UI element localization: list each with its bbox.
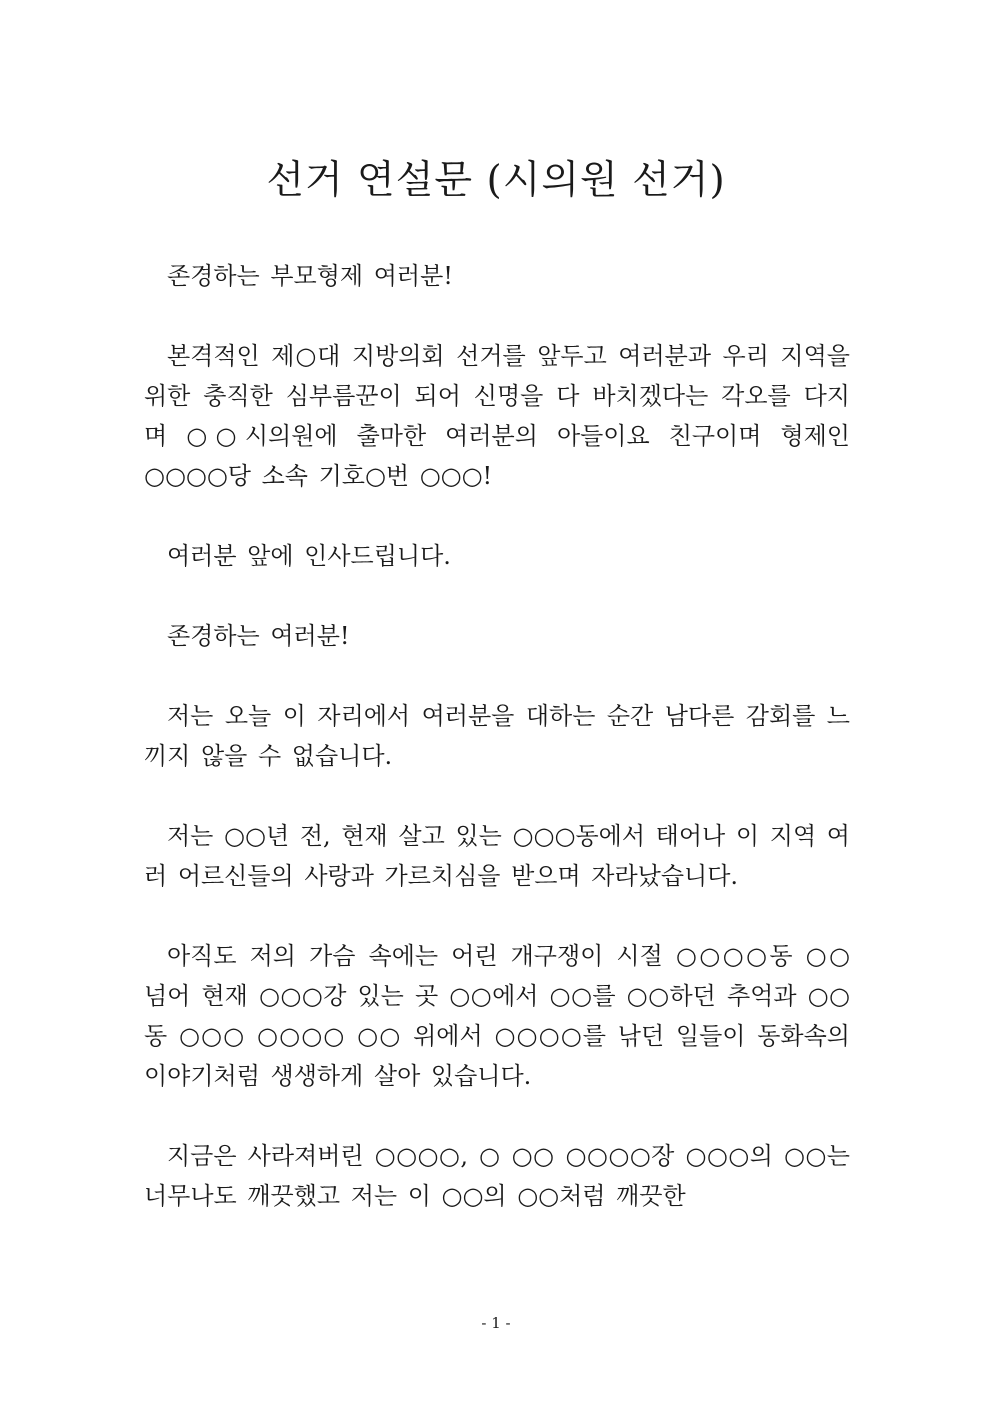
paragraph-introduction: 본격적인 제○대 지방의회 선거를 앞두고 여러분과 우리 지역을 위한 충직한 심부름꾼이 되어 신명을 다 바치겠다는 각오를 다지며 ○○시의원에 출마한 여러분의 아들이요 친구이며 형제인 ○○○○당 소속 기호○번 ○○○! [144,342,850,490]
speech-body [144,256,850,1256]
paragraph-address: 존경하는 여러분! [167,622,350,650]
paragraph-emotion: 저는 오늘 이 자리에서 여러분을 대하는 순간 남다른 감회를 느끼지 않을 수 없습니다. [144,702,850,770]
page-number: - 1 - [481,1314,511,1332]
paragraph-greeting: 존경하는 부모형제 여러분! [167,262,453,290]
paragraph-continued: 지금은 사라져버린 ○○○○, ○ ○○ ○○○○장 ○○○의 ○○는 너무나도 깨끗했고 저는 이 ○○의 ○○처럼 깨끗한 [144,1142,850,1210]
paragraph-background: 저는 ○○년 전, 현재 살고 있는 ○○○동에서 태어나 이 지역 여러 어르신들의 사랑과 가르치심을 받으며 자라났습니다. [144,822,850,890]
paragraph-memories: 아직도 저의 가슴 속에는 어린 개구쟁이 시절 ○○○○동 ○○ 넘어 현재 ○○○강 있는 곳 ○○에서 ○○를 ○○하던 추억과 ○○동 ○○○ ○○○○ ○○ 위에서 ○○○○를 낚던 일들이 동화속의 이야기처럼 생생하게 살아 있습니다. [144,942,850,1090]
page-title: 선거 연설문 (시의원 선거) [266,158,726,203]
paragraph-bow: 여러분 앞에 인사드립니다. [167,542,451,570]
